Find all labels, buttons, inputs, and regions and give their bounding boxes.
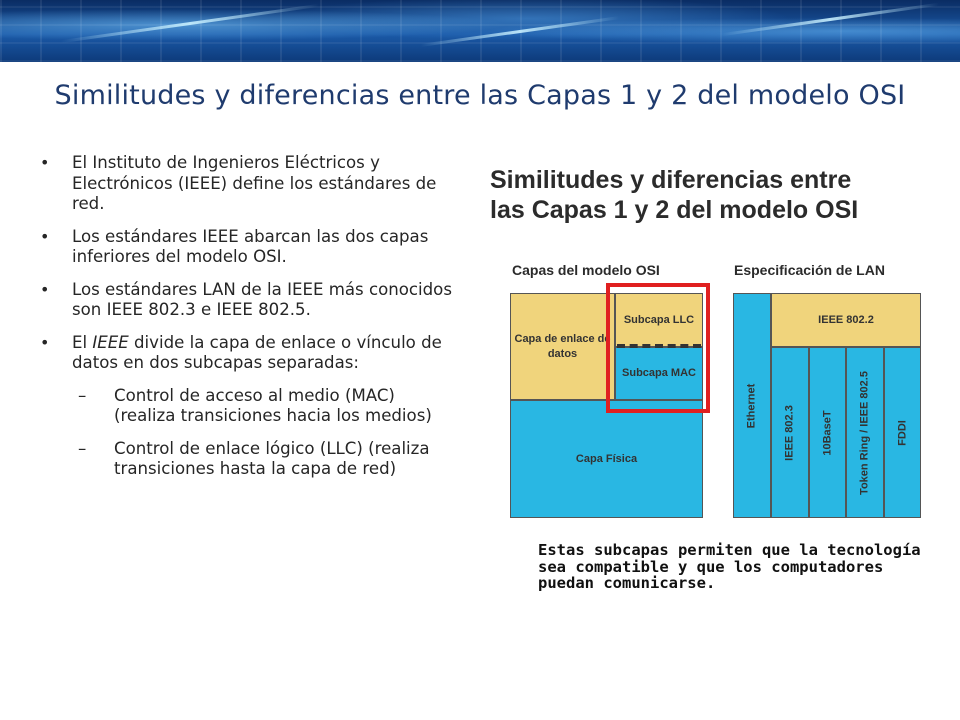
bullet-list [40, 153, 460, 492]
physical-layer-box: Capa Física [510, 400, 703, 518]
10baset-label: 10BaseT [821, 409, 833, 456]
bullet-item: • Los estándares LAN de la IEEE más conocidos son IEEE 802.3 e IEEE 802.5. [40, 280, 460, 321]
lan-column-heading: Especificación de LAN [734, 262, 885, 278]
header-banner [0, 0, 960, 62]
bullet-text: El [72, 332, 93, 352]
sub-bullet-item: – Control de acceso al medio (MAC) (realiza transiciones hacia los medios) [40, 386, 460, 427]
diagram-title-line: las Capas 1 y 2 del modelo OSI [490, 196, 859, 224]
ethernet-box [733, 293, 771, 518]
sublayer-highlight-frame [606, 283, 710, 413]
osi-column-heading: Capas del modelo OSI [512, 262, 660, 278]
bullet-item: • El Instituto de Ingenieros Eléctricos y Electrónicos (IEEE) define los estándares de red. [40, 153, 460, 215]
llc-sublayer-box: Subcapa LLC [615, 293, 703, 347]
bullet-text: divide la capa de enlace o vínculo de datos en dos subcapas separadas: [72, 332, 442, 372]
sub-bullet-list [40, 386, 460, 480]
fddi-box [884, 347, 921, 518]
diagram-title-line: Similitudes y diferencias entre [490, 166, 852, 194]
ieee-8023-label: IEEE 802.3 [783, 404, 796, 461]
ethernet-label: Ethernet [745, 383, 758, 428]
bullet-item: • Los estándares IEEE abarcan las dos capas inferiores del modelo OSI. [40, 227, 460, 268]
10baset-box [809, 347, 846, 518]
osi-diagram [478, 155, 928, 530]
ieee-8022-box: IEEE 802.2 [771, 293, 921, 347]
fddi-label: FDDI [896, 419, 908, 446]
token-ring-box [846, 347, 884, 518]
slide-title: Similitudes y diferencias entre las Capas 1 y 2 del modelo OSI [54, 80, 906, 111]
sub-bullet-item: – Control de enlace lógico (LLC) (realiza transiciones hasta la capa de red) [40, 439, 460, 480]
bullet-item [40, 333, 460, 480]
data-link-layer-box: Capa de enlace de datos [510, 293, 615, 400]
diagram-caption: Estas subcapas permiten que la tecnología sea compatible y que los computadores puedan comunicarse. [538, 541, 921, 592]
mac-sublayer-box: Subcapa MAC [615, 347, 703, 400]
diagram-title [490, 165, 858, 225]
ieee-8023-box [771, 347, 809, 518]
ieee-emphasis: IEEE [92, 332, 129, 352]
token-ring-label: Token Ring / IEEE 802.5 [858, 370, 871, 495]
